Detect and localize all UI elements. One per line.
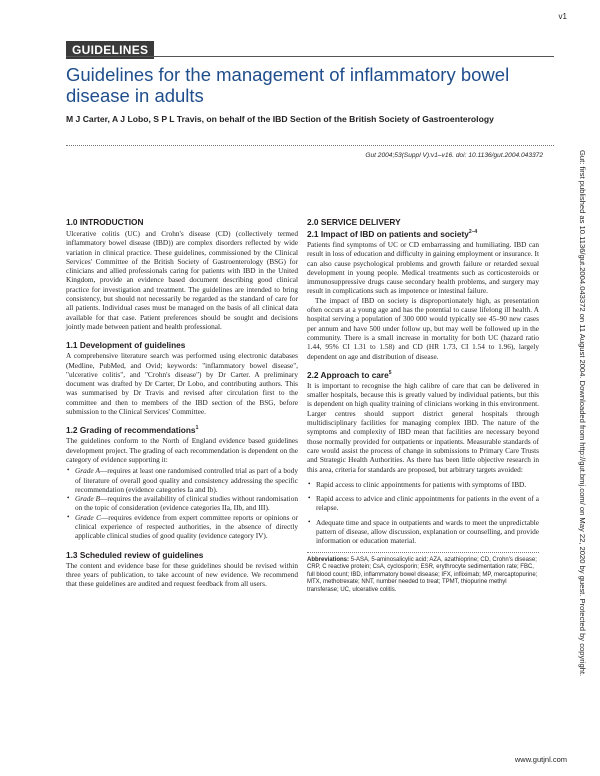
abbreviations-text: 5-ASA, 5-aminosalicylic acid; AZA, azathioprine; CD, Crohn's disease; CRP, C reactive protein; CsA, cyclosporin; ESR, erythrocyte sedimentation rate; FBC, full blood count; IBD, inflammatory bowel disease; IFX, infliximab; MP, mercaptopurine; MTX, methotrexate; NNT, number needed to treat; TPMT, thiopurine methyl transferase; UC, ulcerative colitis. bbox=[307, 556, 538, 593]
list-item bbox=[66, 466, 298, 494]
header-rule bbox=[66, 56, 554, 57]
grade-text: —requires the availability of clinical studies without randomisation on the topic of consideration (evidence categories IIa, IIb, and III). bbox=[75, 494, 298, 513]
section-tag: GUIDELINES bbox=[66, 41, 154, 59]
bullet-icon: • bbox=[67, 494, 70, 503]
section-heading-introduction: 1.0 INTRODUCTION bbox=[66, 217, 144, 227]
bullet-text: Rapid access to advice and clinic appointments for patients in the event of a relapse. bbox=[316, 494, 539, 513]
author-list: M J Carter, A J Lobo, S P L Travis, on behalf of the IBD Section of the British Society of Gastroenterology bbox=[66, 114, 494, 124]
grading-heading-text: 1.2 Grading of recommendations bbox=[66, 425, 196, 436]
bullet-text: Rapid access to clinic appointments for patients with symptoms of IBD. bbox=[316, 479, 527, 489]
section-heading-review: 1.3 Scheduled review of guidelines bbox=[66, 549, 204, 560]
impact-paragraph-1: Patients find symptoms of UC or CD embarrassing and humiliating. IBD can result in loss of education and difficulty in gaining employment or insurance. It can also cause psychological problems and growth failure or retarded sexual development in young people. Medical treatments such as corticosteroids or immunosuppressive drugs cause secondary health problems, and surgery may result in complications such as impotence or intestinal failure. bbox=[307, 240, 539, 296]
list-item bbox=[66, 494, 298, 513]
approach-text: It is important to recognise the high calibre of care that can be delivered in smaller hospitals, because this is greatly valued by individual patients, but this is dependent on high quality training of clinicians working in this environment. Larger centres should support district general hospitals through multidisciplinary facilities for managing complex IBD. The nature of the symptoms and complexity of IBD mean that facilities are necessary beyond those normally provided for outpatients or inpatients. Measurable standards of care would assist the process of change in submissions to Primary Care Trusts and Strategic Health Authorities. As there has been little objective research in this area, criteria for standards are proposed, but arbitrary targets avoided: bbox=[307, 380, 539, 474]
list-item bbox=[66, 513, 298, 541]
bullet-icon: • bbox=[67, 466, 70, 475]
introduction-text: Ulcerative colitis (UC) and Crohn's disease (CD) (collectively termed inflammatory bowel disease (IBD)) are complex disorders reflected by wide variation in clinical practice. These guidelines, commissioned by the Clinical Services' Committee of the British Society of Gastroenterology (BSG) for clinicians and allied professionals caring for patients with IBD in the United Kingdom, provide an evidence based document describing good clinical practice for investigation and treatment. The guidelines are intended to bring consistency, but should not necessarily be regarded as the standard of care for all patients. Individual cases must be managed on the basis of all clinical data available for that case. Patient preferences should be sought and decisions jointly made between patient and health professional. bbox=[66, 229, 298, 331]
footer-url: www.gutjnl.com bbox=[514, 755, 567, 764]
grade-label: Grade C bbox=[75, 512, 101, 522]
bullet-icon: • bbox=[308, 479, 311, 488]
bullet-icon: • bbox=[308, 494, 311, 503]
review-text: The content and evidence base for these guidelines should be revised within three years of publication, to take account of new evidence. We recommend that these guidelines are audited and request feedback from all users. bbox=[66, 560, 298, 589]
article-title: Guidelines for the management of inflammatory bowel disease in adults bbox=[66, 64, 510, 106]
list-item bbox=[307, 494, 539, 513]
care-standards-list bbox=[307, 480, 539, 546]
abbreviations-divider bbox=[307, 552, 539, 553]
grade-list bbox=[66, 466, 298, 540]
list-item bbox=[307, 480, 539, 489]
bullet-icon: • bbox=[67, 512, 70, 521]
approach-reference: 5 bbox=[388, 370, 392, 377]
grading-text: The guidelines conform to the North of England evidence based guidelines development project. The grading of each recommendation is dependent on the category of evidence supporting it: bbox=[66, 436, 298, 464]
development-text: A comprehensive literature search was performed using electronic databases (Medline, PubMed, and Ovid; keywords: "inflammatory bowel disease", "ulcerative colitis", and "Crohn's disease") by Dr Carter. A preliminary document was drafted by Dr Carter, Dr Lobo, and contributing authors. This was summarised by Dr Travis and revised after circulation first to the committee and then to members of the IBD section of the BSG, before submission to the Clinical Services' Committee. bbox=[66, 351, 298, 417]
bullet-icon: • bbox=[308, 517, 311, 526]
side-publication-note: Gut: first published as 10.1136/gut.2004.043372 on 11 August 2004. Downloaded from http://gut.bmj.com/ on May 22, 2020 by guest. Protected by copyright. bbox=[578, 150, 587, 677]
right-column bbox=[307, 217, 539, 595]
header-dotted-divider bbox=[66, 145, 554, 146]
section-heading-impact bbox=[307, 229, 539, 239]
abbreviations-label: Abbreviations: bbox=[307, 556, 350, 563]
abbreviations-block bbox=[307, 557, 539, 595]
section-heading-service-delivery: 2.0 SERVICE DELIVERY bbox=[307, 217, 401, 227]
grade-label: Grade B bbox=[75, 494, 101, 504]
list-item bbox=[307, 518, 539, 546]
impact-paragraph-2: The impact of IBD on society is disproportionately high, as presentation often occurs at a young age and has the potential to cause lifelong ill health. A hospital serving a population of 300 000 would typically see 45–90 new cases per annum and have 500 under follow up, but may well be followed up in the community. There is a small increase in mortality for both UC (hazard ratio 1.44, 95% CI 1.31 to 1.58) and CD (HR 1.73, CI 1.54 to 1.96), largely dependent on age and distribution of disease. bbox=[307, 295, 539, 361]
section-heading-grading bbox=[66, 425, 298, 435]
grade-text: —requires at least one randomised controlled trial as part of a body of literature of overall good quality and consistency addressing the specific recommendation (evidence categories Ia and Ib). bbox=[75, 466, 299, 494]
approach-heading-text: 2.2 Approach to care bbox=[307, 369, 389, 380]
page-number: v1 bbox=[558, 12, 567, 21]
left-column bbox=[66, 217, 298, 589]
section-heading-development: 1.1 Development of guidelines bbox=[66, 340, 186, 351]
section-heading-approach bbox=[307, 370, 539, 380]
bullet-text: Adequate time and space in outpatients and wards to meet the unpredictable pattern of disease, allow discussion, explanation or counselling, and provide information or education material. bbox=[316, 517, 539, 546]
citation-line: Gut 2004;53(Suppl V):v1–v16. doi: 10.1136/gut.2004.043372 bbox=[365, 152, 543, 159]
impact-reference: 2–4 bbox=[468, 229, 478, 236]
grading-reference: 1 bbox=[195, 425, 199, 432]
grade-text: —requires evidence from expert committee reports or opinions or clinical experience of respected authorities, in the absence of directly applicable clinical studies of good quality (evidence category IV). bbox=[75, 512, 299, 541]
impact-heading-text: 2.1 Impact of IBD on patients and society bbox=[307, 229, 469, 239]
grade-label: Grade A bbox=[75, 466, 100, 476]
